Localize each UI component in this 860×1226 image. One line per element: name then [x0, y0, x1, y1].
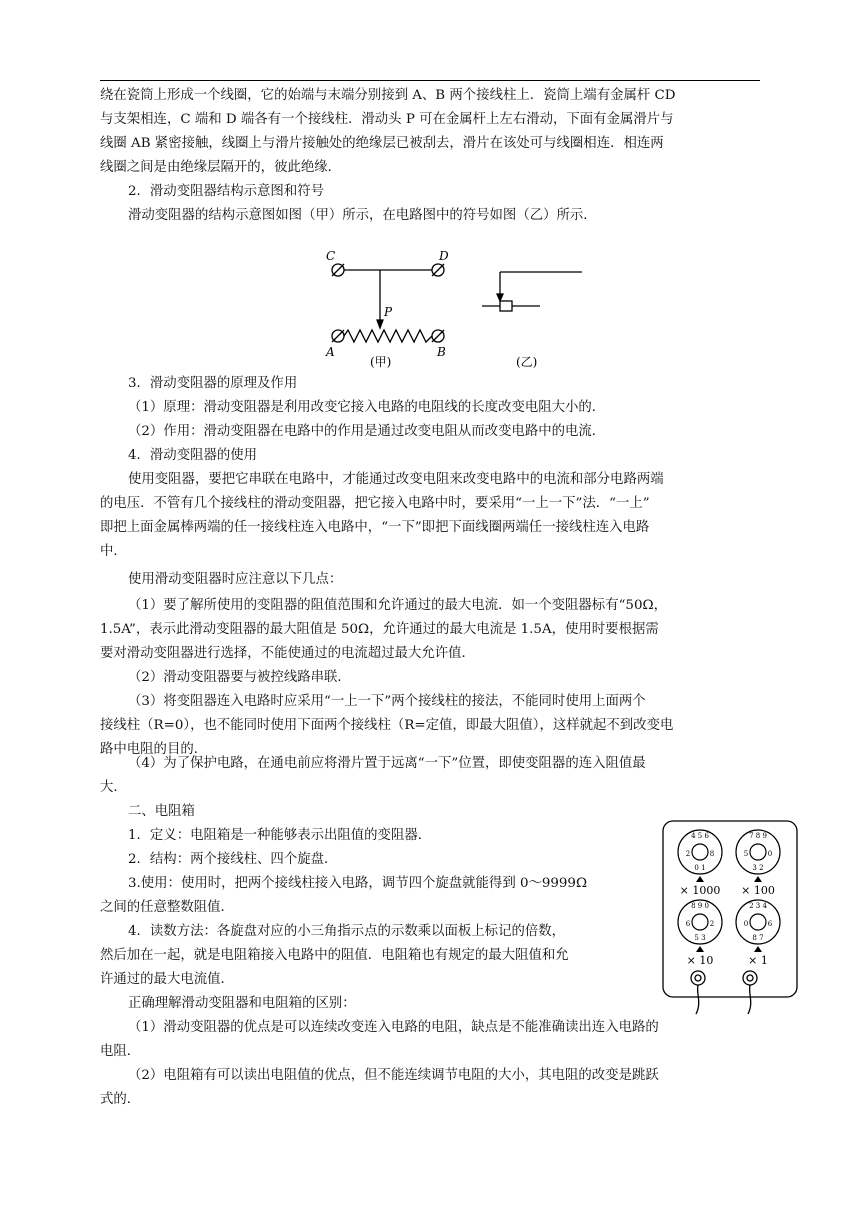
caption-yi: (乙) — [516, 355, 538, 369]
section-4-line-3: 即把上面金属棒两端的任一接线柱连入电路中，“一下”即把下面线圈两端任一接线柱连入电路 — [100, 520, 650, 535]
section-3-function: （2）作用：滑动变阻器在电路中的作用是通过改变电阻从而改变电路中的电流． — [128, 424, 606, 439]
svg-text:2: 2 — [685, 850, 691, 858]
note-3-line-a: （3）将变阻器连入电路时应采用“一上一下”两个接线柱的接法，不能同时使用上面两个 — [128, 694, 646, 709]
notes-intro: 使用滑动变阻器时应注意以下几点： — [128, 572, 343, 587]
svg-text:8: 8 — [709, 850, 715, 858]
box-structure: 2．结构：两个接线柱、四个旋盘． — [128, 852, 338, 867]
terminal-b-label: B — [437, 345, 446, 359]
svg-text:5 3: 5 3 — [694, 934, 706, 942]
rheostat-symbol-yi — [478, 262, 588, 372]
note-1-line-c: 要对滑动变阻器进行选择，不能使通过的电流超过最大允许值． — [100, 646, 475, 661]
note-2: （2）滑动变阻器要与被控线路串联． — [128, 670, 351, 685]
note-3-line-b: 接线柱（R=0），也不能同时使用下面两个接线柱（R=定值，即最大阻值），这样就起不到改变电 — [100, 718, 674, 733]
svg-text:6: 6 — [685, 920, 691, 928]
difference-1-line-b: 电阻． — [100, 1044, 141, 1059]
section-4-line-4: 中． — [100, 544, 127, 559]
svg-text:0 1: 0 1 — [694, 864, 706, 872]
section-3-principle: （1）原理：滑动变阻器是利用改变它接入电路的电阻线的长度改变电阻大小的． — [128, 400, 606, 415]
note-4-line-a: （4）为了保护电路，在通电前应将滑片置于远离“一下”位置，即使变阻器的连入阻值最 — [128, 756, 646, 771]
dial-10-label: × 10 — [686, 954, 714, 967]
box-usage-line-a: 3.使用：使用时，把两个接线柱接入电路，调节四个旋盘就能得到 0～9999Ω — [128, 876, 588, 891]
section-2-heading: 2．滑动变阻器结构示意图和符号 — [128, 184, 324, 199]
svg-text:3 2: 3 2 — [752, 864, 764, 872]
rheostat-diagram-jia — [318, 246, 468, 370]
intro-line-3: 线圈 AB 紧密接触，线圈上与滑片接触处的绝缘层已被刮去，滑片在该处可与线圈相连．相连两 — [100, 136, 664, 151]
section-4-heading: 4．滑动变阻器的使用 — [128, 448, 258, 463]
section-4-line-2: 的电压．不管有几个接线柱的滑动变阻器，把它接入电路中时，要采用“一上一下”法．“一上” — [100, 496, 650, 511]
dial-1-label: × 1 — [748, 954, 768, 967]
svg-text:2: 2 — [709, 920, 715, 928]
section-2-text: 滑动变阻器的结构示意图如图（甲）所示，在电路图中的符号如图（乙）所示． — [128, 208, 597, 223]
svg-text:0: 0 — [743, 920, 749, 928]
dial-100-label: × 100 — [741, 884, 775, 897]
note-1-line-a: （1）要了解所使用的变阻器的阻值范围和允许通过的最大电流．如一个变阻器标有“50Ω， — [128, 598, 667, 613]
svg-text:6: 6 — [767, 920, 773, 928]
svg-text:8 7: 8 7 — [752, 934, 764, 942]
svg-text:4 5 6: 4 5 6 — [691, 832, 709, 840]
box-reading-line-b: 然后加在一起，就是电阻箱接入电路中的阻值．电阻箱也有规定的最大阻值和允 — [100, 948, 569, 963]
box-usage-line-b: 之间的任意整数阻值． — [100, 900, 234, 915]
box-definition: 1．定义：电阻箱是一种能够表示出阻值的变阻器． — [128, 828, 432, 843]
note-3-line-c: 路中电阻的目的． — [100, 742, 208, 757]
svg-text:8 9 0: 8 9 0 — [691, 902, 709, 910]
terminal-a-label: A — [326, 345, 335, 359]
difference-intro: 正确理解滑动变阻器和电阻箱的区别： — [128, 996, 356, 1011]
difference-2-line-a: （2）电阻箱有可以读出电阻值的优点，但不能连续调节电阻的大小，其电阻的改变是跳跃 — [128, 1068, 659, 1083]
box-reading-line-c: 许通过的最大电流值． — [100, 972, 234, 987]
difference-2-line-b: 式的． — [100, 1092, 141, 1107]
intro-line-4: 线圈之间是由绝缘层隔开的，彼此绝缘． — [100, 160, 342, 175]
svg-text:7 8 9: 7 8 9 — [749, 832, 767, 840]
svg-text:5: 5 — [743, 850, 749, 858]
slider-p-label: P — [384, 305, 393, 319]
intro-line-2: 与支架相连，C 端和 D 端各有一个接线柱．滑动头 P 可在金属杆上左右滑动，下面有金属滑片与 — [100, 112, 674, 127]
svg-text:2 3 4: 2 3 4 — [749, 902, 767, 910]
dial-1000-label: × 1000 — [679, 884, 721, 897]
difference-1-line-a: （1）滑动变阻器的优点是可以连续改变连入电路的电阻，缺点是不能准确读出连入电路的 — [128, 1020, 659, 1035]
box-reading-line-a: 4．读数方法：各旋盘对应的小三角指示点的示数乘以面板上标记的倍数， — [128, 924, 566, 939]
terminal-d-label: D — [439, 249, 449, 263]
caption-jia: (甲) — [370, 355, 392, 369]
note-1-line-b: 1.5A”，表示此滑动变阻器的最大阻值是 50Ω，允许通过的最大电流是 1.5A，使用时要根据需 — [100, 622, 659, 637]
intro-line-1: 绕在瓷筒上形成一个线圈，它的始端与末端分别接到 A、B 两个接线柱上．瓷筒上端有金属杆 CD — [100, 88, 676, 103]
header-rule — [100, 80, 760, 81]
section-3-heading: 3．滑动变阻器的原理及作用 — [128, 376, 298, 391]
section-4-line-1: 使用变阻器，要把它串联在电路中，才能通过改变电阻来改变电路中的电流和部分电路两端 — [128, 472, 664, 487]
terminal-c-label: C — [326, 249, 336, 263]
resistance-box-illustration — [660, 818, 800, 1018]
svg-text:0: 0 — [767, 850, 773, 858]
note-4-line-b: 大． — [100, 780, 127, 795]
resistance-box-heading: 二、电阻箱 — [128, 804, 195, 819]
